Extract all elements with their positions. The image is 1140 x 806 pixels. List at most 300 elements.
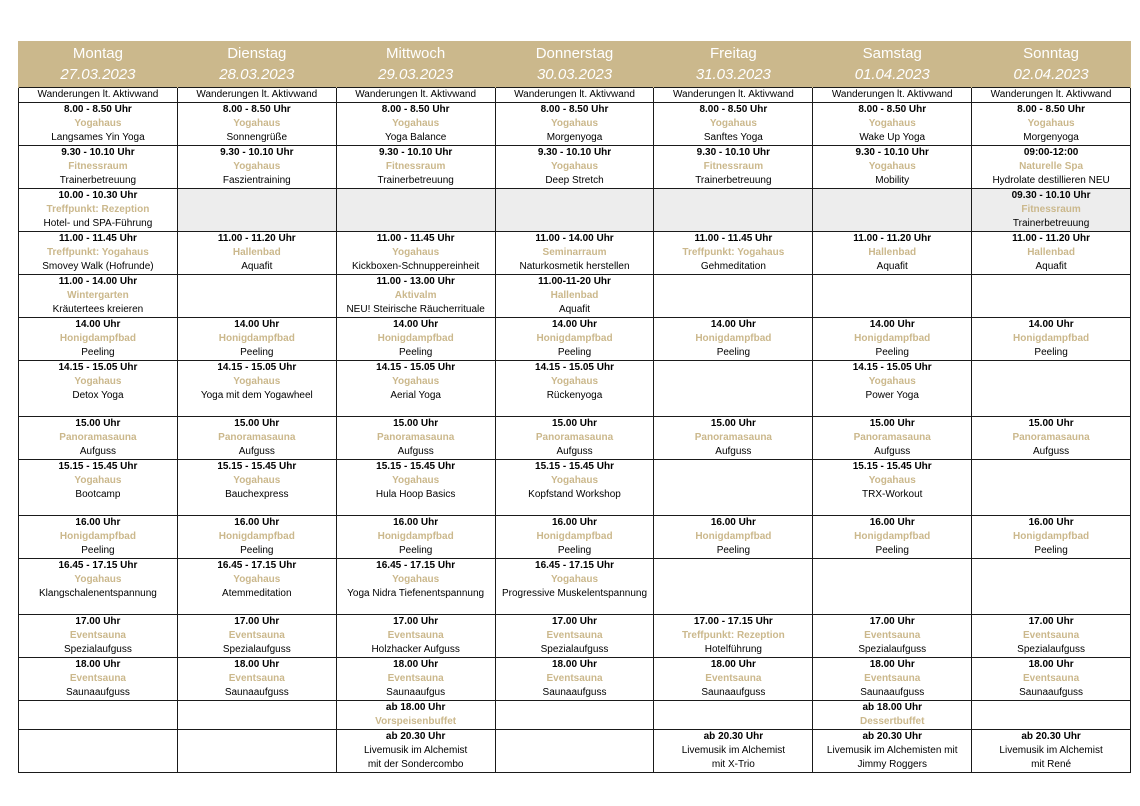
event-activity: Peeling xyxy=(716,545,751,556)
event-location: Yogahaus xyxy=(550,118,599,129)
event-location: Eventsauna xyxy=(69,673,126,684)
event-time: 17.00 Uhr xyxy=(75,616,121,627)
event-time: ab 18.00 Uhr xyxy=(385,702,446,713)
schedule-cell xyxy=(177,701,336,730)
event-location: Panoramasauna xyxy=(535,432,614,443)
schedule-cell xyxy=(972,275,1131,318)
event-time: 18.00 Uhr xyxy=(393,659,439,670)
event-activity: Saunaaufguss xyxy=(542,687,607,698)
schedule-cell xyxy=(495,361,654,417)
event-location: Yogahaus xyxy=(550,376,599,387)
schedule-cell xyxy=(19,460,178,516)
schedule-cell xyxy=(972,146,1131,189)
event-activity: Peeling xyxy=(240,545,274,556)
event-location: Eventsauna xyxy=(705,673,762,684)
schedule-cell xyxy=(177,460,336,516)
schedule-row xyxy=(19,275,1131,318)
day-date: 30.03.2023 xyxy=(536,66,613,83)
schedule-cell xyxy=(19,88,178,103)
day-name: Sonntag xyxy=(1023,45,1080,62)
event-location: Wintergarten xyxy=(67,290,129,301)
schedule-cell xyxy=(336,516,495,559)
schedule-cell xyxy=(177,615,336,658)
schedule-cell xyxy=(654,146,813,189)
schedule-cell xyxy=(19,559,178,615)
event-activity: Saunaaufgus xyxy=(386,687,446,698)
event-activity: Morgenyoga xyxy=(1023,132,1079,143)
schedule-cell xyxy=(495,516,654,559)
event-location: Yogahaus xyxy=(1027,118,1075,129)
event-time: 11.00 - 11.45 Uhr xyxy=(376,233,455,244)
event-location: Panoramasauna xyxy=(694,432,772,443)
schedule-cell xyxy=(972,701,1131,730)
event-activity: TRX-Workout xyxy=(862,489,923,500)
event-activity: Aquafit xyxy=(241,261,273,272)
event-activity: Livemusik im Alchemist xyxy=(681,745,786,756)
schedule-cell xyxy=(654,103,813,146)
event-time: 11.00 - 11.20 Uhr xyxy=(217,233,296,244)
event-activity: Power Yoga xyxy=(865,390,919,401)
day-date: 02.04.2023 xyxy=(1013,66,1089,83)
event-time: 16.00 Uhr xyxy=(710,517,756,528)
schedule-cell xyxy=(654,460,813,516)
day-name: Dienstag xyxy=(227,45,287,62)
schedule-row xyxy=(19,701,1131,730)
event-location: Eventsauna xyxy=(387,630,444,641)
event-location: Honigdampfbad xyxy=(59,531,136,542)
event-location: Dessertbuffet xyxy=(859,716,925,727)
event-activity: Peeling xyxy=(398,347,433,358)
event-activity: Spezialaufguss xyxy=(1017,644,1085,655)
event-time: 14.15 - 15.05 Uhr xyxy=(58,362,138,373)
event-time: 18.00 Uhr xyxy=(75,659,121,670)
event-activity: Spezialaufguss xyxy=(222,644,291,655)
schedule-cell xyxy=(336,232,495,275)
schedule-cell xyxy=(177,275,336,318)
event-activity: Aerial Yoga xyxy=(390,390,441,401)
event-location: Honigdampfbad xyxy=(536,531,613,542)
schedule-cell xyxy=(336,275,495,318)
schedule-cell xyxy=(495,730,654,773)
event-activity: Smovey Walk (Hofrunde) xyxy=(42,261,154,272)
event-activity: Peeling xyxy=(875,347,909,358)
event-time: 18.00 Uhr xyxy=(234,659,280,670)
schedule-cell xyxy=(495,460,654,516)
schedule-cell xyxy=(972,189,1131,232)
activity-label: Wanderungen lt. Aktivwand xyxy=(37,89,159,100)
event-location: Honigdampfbad xyxy=(854,333,931,344)
schedule-cell xyxy=(813,275,972,318)
event-location: Yogahaus xyxy=(233,376,281,387)
event-location: Honigdampfbad xyxy=(695,333,772,344)
event-time: 15.00 Uhr xyxy=(869,418,915,429)
event-time: 11.00 - 11.20 Uhr xyxy=(853,233,932,244)
schedule-row xyxy=(19,361,1131,417)
event-location: Eventsauna xyxy=(69,630,126,641)
schedule-cell xyxy=(336,189,495,232)
event-location: Honigdampfbad xyxy=(695,531,772,542)
day-date: 29.03.2023 xyxy=(378,66,454,83)
event-location: Eventsauna xyxy=(228,630,285,641)
event-location: Honigdampfbad xyxy=(1013,531,1090,542)
event-activity: Holzhacker Aufguss xyxy=(371,644,460,655)
event-location: Treffpunkt: Rezeption xyxy=(46,204,150,215)
event-activity: Peeling xyxy=(1034,545,1068,556)
event-time: 17.00 Uhr xyxy=(234,616,280,627)
event-time: 9.30 - 10.10 Uhr xyxy=(855,147,929,158)
schedule-cell xyxy=(336,361,495,417)
schedule-cell xyxy=(813,460,972,516)
event-activity: Peeling xyxy=(716,347,751,358)
event-time: 16.00 Uhr xyxy=(869,517,915,528)
event-time: 14.15 - 15.05 Uhr xyxy=(535,362,614,373)
day-header-row xyxy=(19,41,1131,88)
day-header xyxy=(19,41,178,88)
schedule-cell xyxy=(177,417,336,460)
event-location: Yogahaus xyxy=(868,376,916,387)
event-activity: Saunaaufguss xyxy=(224,687,289,698)
event-time: 9.30 - 10.10 Uhr xyxy=(61,147,135,158)
weekly-schedule-table xyxy=(18,41,1131,773)
event-activity: Bauchexpress xyxy=(225,489,289,500)
event-location: Yogahaus xyxy=(74,118,122,129)
event-location: Eventsauna xyxy=(546,673,603,684)
event-activity: Trainerbetreuung xyxy=(695,175,772,186)
schedule-cell xyxy=(654,275,813,318)
schedule-cell xyxy=(972,232,1131,275)
event-time: 18.00 Uhr xyxy=(869,659,915,670)
event-location: Yogahaus xyxy=(550,475,599,486)
event-time: 15.00 Uhr xyxy=(710,418,756,429)
schedule-cell xyxy=(177,88,336,103)
schedule-cell xyxy=(177,559,336,615)
schedule-cell xyxy=(654,361,813,417)
event-location: Panoramasauna xyxy=(218,432,296,443)
event-activity: Aufguss xyxy=(874,446,911,457)
event-time: 14.00 Uhr xyxy=(869,319,915,330)
event-time: 8.00 - 8.50 Uhr xyxy=(381,104,450,115)
day-date: 28.03.2023 xyxy=(219,66,295,83)
event-time: 15.00 Uhr xyxy=(1028,418,1074,429)
event-activity: Aquafit xyxy=(876,261,908,272)
event-time: 9.30 - 10.10 Uhr xyxy=(537,147,612,158)
event-time: 14.00 Uhr xyxy=(234,319,280,330)
schedule-cell xyxy=(177,232,336,275)
event-activity: Spezialaufguss xyxy=(858,644,927,655)
schedule-cell xyxy=(495,615,654,658)
schedule-cell xyxy=(19,417,178,460)
event-time: 14.15 - 15.05 Uhr xyxy=(376,362,456,373)
event-time: ab 20.30 Uhr xyxy=(1021,731,1081,742)
schedule-cell xyxy=(813,88,972,103)
event-activity: Aufguss xyxy=(397,446,434,457)
event-time: 11.00 - 11.45 Uhr xyxy=(59,233,137,244)
event-time: ab 18.00 Uhr xyxy=(862,702,922,713)
schedule-cell xyxy=(336,658,495,701)
event-location: Yogahaus xyxy=(233,475,281,486)
schedule-cell xyxy=(654,658,813,701)
event-time: ab 20.30 Uhr xyxy=(703,731,764,742)
event-location: Honigdampfbad xyxy=(377,531,454,542)
event-time: 18.00 Uhr xyxy=(710,659,756,670)
schedule-header xyxy=(19,41,1131,88)
event-location: Honigdampfbad xyxy=(536,333,613,344)
event-activity: Aufguss xyxy=(556,446,593,457)
event-time: 11.00-11-20 Uhr xyxy=(538,276,611,287)
event-location: Panoramasauna xyxy=(1012,432,1090,443)
event-activity: Peeling xyxy=(398,545,433,556)
event-location: Honigdampfbad xyxy=(218,333,295,344)
event-location: Treffpunkt: Rezeption xyxy=(681,630,785,641)
event-location: Aktivalm xyxy=(394,290,437,301)
day-name: Samstag xyxy=(862,45,922,62)
schedule-cell xyxy=(336,730,495,773)
schedule-cell xyxy=(19,658,178,701)
event-time: 14.00 Uhr xyxy=(75,319,121,330)
event-activity-line2: mit René xyxy=(1031,759,1072,770)
schedule-cell xyxy=(813,559,972,615)
event-activity: Yoga mit dem Yogawheel xyxy=(200,390,313,401)
event-time: 8.00 - 8.50 Uhr xyxy=(858,104,927,115)
event-location: Yogahaus xyxy=(550,574,599,585)
event-activity: Trainerbetreuung xyxy=(377,175,454,186)
event-activity: Peeling xyxy=(1034,347,1068,358)
schedule-cell xyxy=(654,88,813,103)
event-time: 11.00 - 13.00 Uhr xyxy=(376,276,455,287)
event-location: Eventsauna xyxy=(864,630,921,641)
event-time: 14.15 - 15.05 Uhr xyxy=(217,362,297,373)
event-activity: Peeling xyxy=(81,545,115,556)
event-location: Eventsauna xyxy=(1023,673,1080,684)
schedule-cell xyxy=(495,658,654,701)
event-activity: Naturkosmetik herstellen xyxy=(519,261,630,272)
event-time: 11.00 - 11.45 Uhr xyxy=(694,233,773,244)
event-activity: Aquafit xyxy=(1035,261,1067,272)
schedule-cell xyxy=(19,189,178,232)
event-activity: Aufguss xyxy=(238,446,275,457)
schedule-cell xyxy=(19,232,178,275)
event-activity: Livemusik im Alchemist xyxy=(363,745,468,756)
event-location: Hallenbad xyxy=(232,247,281,258)
day-header xyxy=(495,41,654,88)
event-activity: Saunaaufguss xyxy=(860,687,925,698)
event-time: 09.30 - 10.10 Uhr xyxy=(1011,190,1091,201)
event-location: Fitnessraum xyxy=(1021,204,1081,215)
event-location: Eventsauna xyxy=(546,630,603,641)
event-location: Yogahaus xyxy=(868,161,916,172)
schedule-cell xyxy=(495,559,654,615)
schedule-cell xyxy=(972,88,1131,103)
schedule-cell xyxy=(813,417,972,460)
schedule-cell xyxy=(19,275,178,318)
day-header xyxy=(813,41,972,88)
event-activity: Kräutertees kreieren xyxy=(52,304,144,315)
event-location: Yogahaus xyxy=(868,475,916,486)
schedule-cell xyxy=(336,417,495,460)
schedule-row xyxy=(19,318,1131,361)
day-date: 27.03.2023 xyxy=(60,66,136,83)
schedule-cell xyxy=(495,232,654,275)
schedule-cell xyxy=(19,516,178,559)
event-activity-line2: Jimmy Roggers xyxy=(857,759,927,770)
event-time: 15.15 - 15.45 Uhr xyxy=(376,461,456,472)
schedule-cell xyxy=(654,417,813,460)
schedule-cell xyxy=(654,318,813,361)
event-activity: Peeling xyxy=(240,347,274,358)
event-time: 09:00-12:00 xyxy=(1023,147,1079,158)
schedule-cell xyxy=(813,146,972,189)
schedule-cell xyxy=(495,88,654,103)
schedule-cell xyxy=(972,417,1131,460)
event-activity-line2: mit X-Trio xyxy=(711,759,755,770)
event-time: 15.00 Uhr xyxy=(234,418,280,429)
event-activity: Sonnengrüße xyxy=(226,132,288,143)
event-time: 15.15 - 15.45 Uhr xyxy=(852,461,932,472)
schedule-cell xyxy=(972,730,1131,773)
event-location: Hallenbad xyxy=(550,290,599,301)
schedule-cell xyxy=(813,361,972,417)
event-activity: Peeling xyxy=(875,545,909,556)
event-time: 17.00 Uhr xyxy=(869,616,915,627)
event-time: 18.00 Uhr xyxy=(551,659,598,670)
event-time: 9.30 - 10.10 Uhr xyxy=(220,147,294,158)
event-location: Yogahaus xyxy=(392,118,440,129)
event-time: 17.00 Uhr xyxy=(1028,616,1074,627)
event-activity: Wake Up Yoga xyxy=(859,132,926,143)
schedule-cell xyxy=(813,730,972,773)
event-activity: Atemmeditation xyxy=(222,588,292,599)
day-name: Donnerstag xyxy=(535,45,614,62)
event-location: Yogahaus xyxy=(233,574,281,585)
schedule-cell xyxy=(495,318,654,361)
event-location: Treffpunkt: Yogahaus xyxy=(682,247,785,258)
schedule-cell xyxy=(336,460,495,516)
event-activity: Peeling xyxy=(557,347,592,358)
event-activity: Hotel- und SPA-Führung xyxy=(43,218,153,229)
event-time: 8.00 - 8.50 Uhr xyxy=(699,104,768,115)
schedule-cell xyxy=(813,189,972,232)
schedule-row xyxy=(19,658,1131,701)
schedule-row xyxy=(19,146,1131,189)
event-location: Eventsauna xyxy=(228,673,285,684)
day-date: 01.04.2023 xyxy=(854,66,930,83)
schedule-cell xyxy=(177,103,336,146)
day-date: 31.03.2023 xyxy=(695,66,771,83)
schedule-cell xyxy=(813,318,972,361)
event-location: Eventsauna xyxy=(1023,630,1080,641)
event-time: 16.00 Uhr xyxy=(75,517,121,528)
event-location: Panoramasauna xyxy=(59,432,137,443)
schedule-cell xyxy=(19,615,178,658)
schedule-row xyxy=(19,730,1131,773)
event-activity: Morgenyoga xyxy=(546,132,603,143)
event-activity: Mobility xyxy=(875,175,910,186)
event-time: 15.00 Uhr xyxy=(75,418,121,429)
event-activity: Trainerbetreuung xyxy=(59,175,137,186)
schedule-cell xyxy=(336,701,495,730)
event-activity: NEU! Steirische Räucherrituale xyxy=(346,304,485,315)
event-location: Yogahaus xyxy=(233,161,281,172)
event-location: Yogahaus xyxy=(868,118,916,129)
event-activity: Spezialaufguss xyxy=(540,644,609,655)
schedule-cell xyxy=(654,615,813,658)
event-time: 17.00 Uhr xyxy=(551,616,598,627)
schedule-cell xyxy=(177,516,336,559)
event-activity: Gehmeditation xyxy=(700,261,766,272)
event-activity: Peeling xyxy=(81,347,115,358)
schedule-cell xyxy=(177,318,336,361)
event-location: Eventsauna xyxy=(387,673,444,684)
event-location: Yogahaus xyxy=(233,118,281,129)
event-time: 16.45 - 17.15 Uhr xyxy=(376,560,456,571)
event-location: Hallenbad xyxy=(1027,247,1075,258)
event-location: Panoramasauna xyxy=(377,432,455,443)
schedule-row xyxy=(19,615,1131,658)
schedule-cell xyxy=(495,701,654,730)
schedule-row xyxy=(19,516,1131,559)
event-activity: Sanftes Yoga xyxy=(703,132,763,143)
schedule-cell xyxy=(972,460,1131,516)
schedule-cell xyxy=(813,103,972,146)
event-location: Yogahaus xyxy=(392,574,440,585)
event-time: 8.00 - 8.50 Uhr xyxy=(1017,104,1085,115)
schedule-cell xyxy=(654,189,813,232)
event-location: Honigdampfbad xyxy=(1013,333,1090,344)
event-time: 15.00 Uhr xyxy=(393,418,439,429)
event-location: Yogahaus xyxy=(74,376,122,387)
event-activity: Deep Stretch xyxy=(545,175,604,186)
activity-label: Wanderungen lt. Aktivwand xyxy=(672,89,794,100)
schedule-cell xyxy=(654,730,813,773)
schedule-cell xyxy=(972,559,1131,615)
schedule-cell xyxy=(19,103,178,146)
event-location: Yogahaus xyxy=(74,574,122,585)
schedule-row xyxy=(19,103,1131,146)
schedule-cell xyxy=(177,730,336,773)
event-activity-line2: mit der Sondercombo xyxy=(367,759,464,770)
event-activity: Livemusik im Alchemist xyxy=(999,745,1103,756)
event-time: 11.00 - 14.00 Uhr xyxy=(535,233,614,244)
event-activity: Bootcamp xyxy=(75,489,121,500)
event-activity: Klangschalenentspannung xyxy=(38,588,157,599)
event-activity: Langsames Yin Yoga xyxy=(51,132,145,143)
event-location: Vorspeisenbuffet xyxy=(375,716,457,727)
event-location: Yogahaus xyxy=(392,247,440,258)
event-time: 11.00 - 11.20 Uhr xyxy=(1012,233,1090,244)
event-time: 17.00 Uhr xyxy=(393,616,439,627)
event-time: 15.15 - 15.45 Uhr xyxy=(535,461,614,472)
event-time: 14.00 Uhr xyxy=(1028,319,1074,330)
schedule-row xyxy=(19,189,1131,232)
event-location: Panoramasauna xyxy=(853,432,931,443)
event-activity: Saunaaufguss xyxy=(1019,687,1084,698)
event-location: Yogahaus xyxy=(392,376,440,387)
event-location: Fitnessraum xyxy=(68,161,128,172)
event-activity: Aufguss xyxy=(79,446,116,457)
schedule-cell xyxy=(19,318,178,361)
event-location: Yogahaus xyxy=(550,161,599,172)
event-location: Honigdampfbad xyxy=(218,531,295,542)
schedule-cell xyxy=(177,189,336,232)
event-location: Fitnessraum xyxy=(385,161,446,172)
schedule-cell xyxy=(336,318,495,361)
schedule-cell xyxy=(495,275,654,318)
event-location: Yogahaus xyxy=(74,475,122,486)
schedule-cell xyxy=(972,658,1131,701)
schedule-cell xyxy=(972,615,1131,658)
activity-label: Wanderungen lt. Aktivwand xyxy=(355,89,477,100)
schedule-row xyxy=(19,417,1131,460)
